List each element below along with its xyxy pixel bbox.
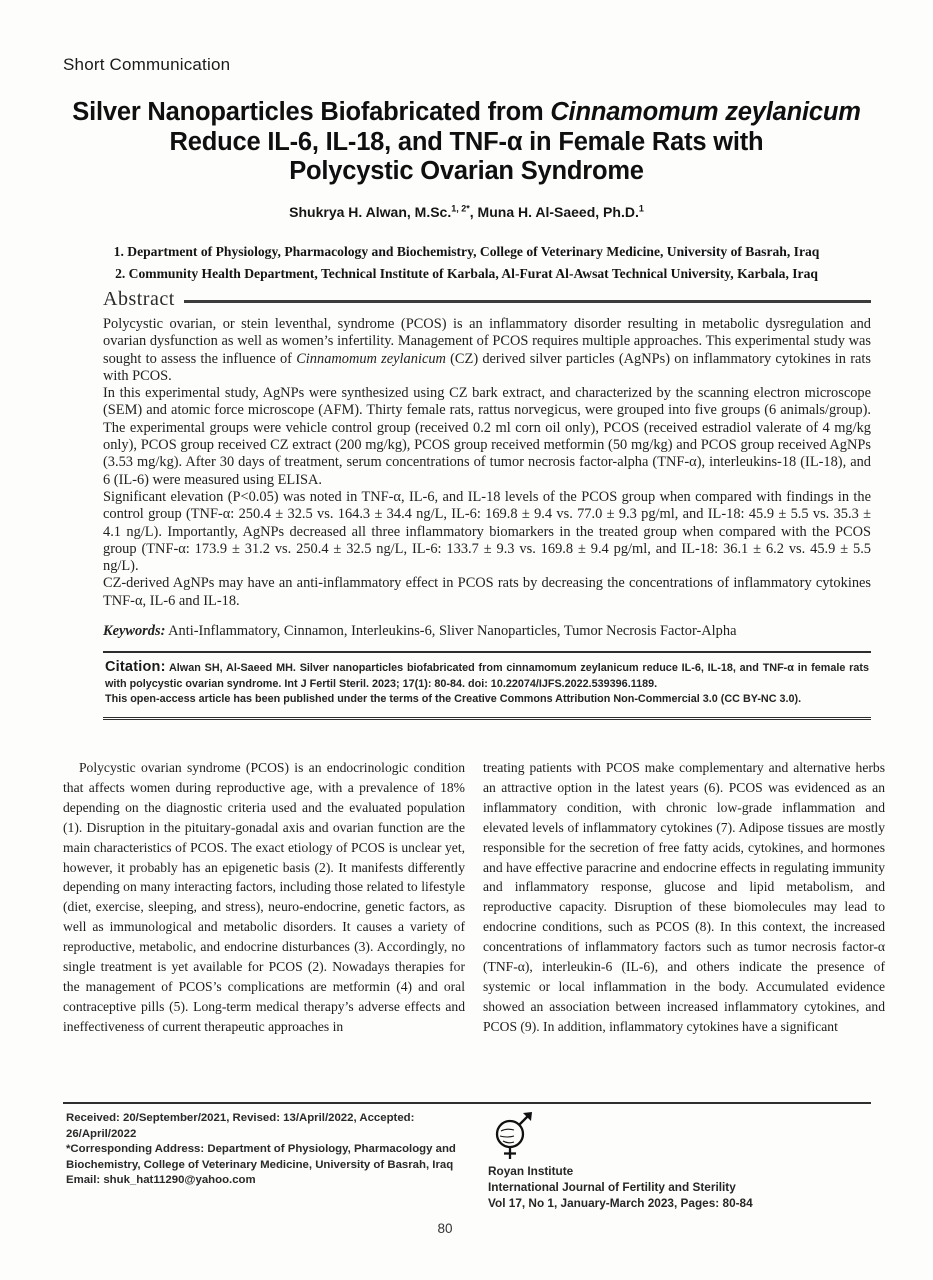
citation-text: Alwan SH, Al-Saeed MH. Silver nanoparticles biofabricated from cinnamomum zeylanicum reduce IL-6, IL-18, and TNF-α in female rats with polycystic ovarian syndrome. Int J Fertil Steril. 2023; 17(1): 80-84. doi: 10.22074/IJFS.2022.539396.1189. — [105, 662, 869, 690]
corresponding-address: *Corresponding Address: Department of Physiology, Pharmacology and Biochemistry, College of Veterinary Medicine, University of Basrah, Iraq — [66, 1143, 456, 1171]
title-species-italic: Cinnamomum zeylanicum — [550, 98, 861, 126]
author-1-affiliation-marker: 1, 2* — [451, 203, 470, 214]
citation-license: This open-access article has been published under the terms of the Creative Commons Attribution Non-Commercial 3.0 (CC BY-NC 3.0). — [105, 693, 802, 706]
abstract-paragraph-3: Significant elevation (P<0.05) was noted in TNF-α, IL-6, and IL-18 levels of the PCOS group when compared with findings in the control group (TNF-α: 250.4 ± 32.5 vs. 164.3 ± 34.4 ng/L, IL-6: 169.8 ± 9.4 vs. 77.0 ± 9.3 pg/ml, and IL-18: 45.9 ± 5.5 vs. 35.3 ± 4.1 ng/L). Importantly, AgNPs decreased all three inflammatory biomarkers in the treated group when compared with the PCOS group (TNF-α: 173.9 ± 31.2 vs. 250.4 ± 32.5 ng/L, IL-6: 133.7 ± 9.3 vs. 169.8 ± 9.4 pg/ml, and IL-18: 36.1 ± 6.2 vs. 45.9 ± 5.5 ng/L). — [103, 488, 871, 575]
abstract-p1-species-italic: Cinnamomum zeylanicum — [296, 350, 446, 367]
title-line-1-text: Silver Nanoparticles Biofabricated from — [72, 98, 551, 126]
journal-issue-info: Vol 17, No 1, January-March 2023, Pages: 80-84 — [488, 1196, 753, 1210]
body-column-left: Polycystic ovarian syndrome (PCOS) is an endocrinologic condition that affects women during reproductive age, with a prevalence of 18% depending on the diagnostic criteria used and the evaluated population (1). Disruption in the pituitary-gonadal axis and ovarian function are the main characteristics of PCOS. The exact etiology of PCOS is unclear yet, however, it probably has an epigenetic basis (2). It manifests differently depending on many interacting factors, including those related to lifestyle (diet, exercise, sleeping, and stress), neuro-endocrine, genetic factors, as well as immunological and metabolic disorders. It causes a variety of reproductive, metabolic, and endocrine disturbances (3). Accordingly, no single treatment is yet available for PCOS (2). Nowadays therapies for the management of PCOS’s complications are metformin (4) and oral contraceptive pills (5). Long-term medical therapy’s adverse effects and ineffectiveness of current therapeutic approaches in — [63, 760, 465, 1034]
corresponding-email: Email: shuk_hat11290@yahoo.com — [66, 1174, 256, 1187]
keywords-text: Anti-Inflammatory, Cinnamon, Interleukins-6, Sliver Nanoparticles, Tumor Necrosis Factor-Alpha — [165, 623, 737, 640]
abstract-p1-post: (CZ) derived silver particles (AgNPs) on inflammatory cytokines in rats with PCOS. — [103, 350, 871, 384]
footer-correspondence-block — [66, 1111, 474, 1211]
body-columns — [63, 758, 885, 1037]
title-line-2: Reduce IL-6, IL-18, and TNF-α in Female Rats with — [169, 127, 764, 156]
journal-name: International Journal of Fertility and Sterility — [488, 1180, 736, 1194]
footer-journal-block — [488, 1111, 753, 1211]
author-line — [0, 204, 933, 220]
article-title — [40, 98, 893, 187]
received-dates: Received: 20/September/2021, Revised: 13/April/2022, Accepted: 26/April/2022 — [66, 1112, 415, 1140]
royan-institute-logo-icon — [490, 1111, 536, 1161]
keywords-line — [103, 623, 871, 640]
abstract-section — [103, 288, 871, 720]
author-2-name: Muna H. Al-Saeed, Ph.D. — [477, 204, 639, 220]
affiliations — [40, 241, 893, 284]
abstract-body — [103, 316, 871, 610]
abstract-paragraph-1 — [103, 316, 871, 385]
footer — [66, 1111, 886, 1211]
abstract-heading-row — [103, 288, 871, 311]
abstract-p1-pre: Polycystic ovarian, or stein leventhal, syndrome (PCOS) is an inflammatory disorder resulting in metabolic dysregulation and ovarian dysfunction as well as women’s infertility. Management of PCOS requires multiple approaches. This experimental study was sought to assess the influence of — [103, 316, 871, 367]
article-type-kicker: Short Communication — [63, 55, 231, 74]
abstract-heading: Abstract — [103, 288, 175, 310]
keywords-label: Keywords: — [103, 623, 166, 640]
citation-box — [103, 651, 871, 720]
body-column-right: treating patients with PCOS make complementary and alternative herbs an attractive option in the latest years (6). PCOS was evidenced as an inflammatory condition, with chronic low-grade inflammation and elevated levels of inflammatory cytokines (7). Adipose tissues are mostly responsible for the secretion of free fatty acids, cytokines, and hormones and have effective paracrine and endocrine effects in regulating immunity and inflammatory response, glucose and lipid metabolism, and reproductive capacity. Disruption of these biomolecules may lead to endocrine conditions, such as PCOS (8). In this context, the increased concentrations of inflammatory factors such as tumor necrosis factor-α (TNF-α), interleukin-6 (IL-6), and others indicate the presence of systemic or local inflammation in the body. Accumulated evidence showed an association between increased inflammatory cytokines, and PCOS (9). In addition, inflammatory cytokines have a significant — [483, 760, 885, 1034]
footer-divider — [63, 1102, 871, 1104]
abstract-heading-rule — [184, 300, 871, 303]
author-2-affiliation-marker: 1 — [638, 203, 644, 214]
affiliation-1: 1. Department of Physiology, Pharmacology and Biochemistry, College of Veterinary Medicine, University of Basrah, Iraq — [113, 244, 820, 259]
title-line-1 — [40, 98, 893, 128]
abstract-paragraph-4: CZ-derived AgNPs may have an anti-inflammatory effect in PCOS rats by decreasing the concentrations of inflammatory cytokines TNF-α, IL-6 and IL-18. — [103, 575, 871, 609]
abstract-paragraph-2: In this experimental study, AgNPs were synthesized using CZ bark extract, and characterized by the scanning electron microscope (SEM) and atomic force microscope (AFM). Thirty female rats, rattus norvegicus, were grouped into five groups (6 animals/group). The experimental groups were vehicle control group (received 0.2 ml corn oil only), PCOS (received estradiol valerate of 4 mg/kg only), PCOS group received CZ extract (200 mg/kg), PCOS group received metformin (50 mg/kg) and PCOS group received AgNPs (3.53 mg/kg). After 30 days of treatment, serum concentrations of tumor necrosis factor-alpha (TNF-α), interleukins-18 (IL-18), and 6 (IL-6) were measured using ELISA. — [103, 385, 871, 488]
author-1-name: Shukrya H. Alwan, M.Sc. — [289, 204, 452, 220]
citation-label: Citation: — [105, 659, 166, 676]
affiliation-2: 2. Community Health Department, Technical Institute of Karbala, Al-Furat Al-Awsat Technical University, Karbala, Iraq — [115, 265, 818, 281]
page-number: 80 — [437, 1221, 453, 1236]
institute-name: Royan Institute — [488, 1164, 574, 1178]
title-line-3: Polycystic Ovarian Syndrome — [289, 157, 644, 185]
author-separator: , — [469, 204, 478, 220]
